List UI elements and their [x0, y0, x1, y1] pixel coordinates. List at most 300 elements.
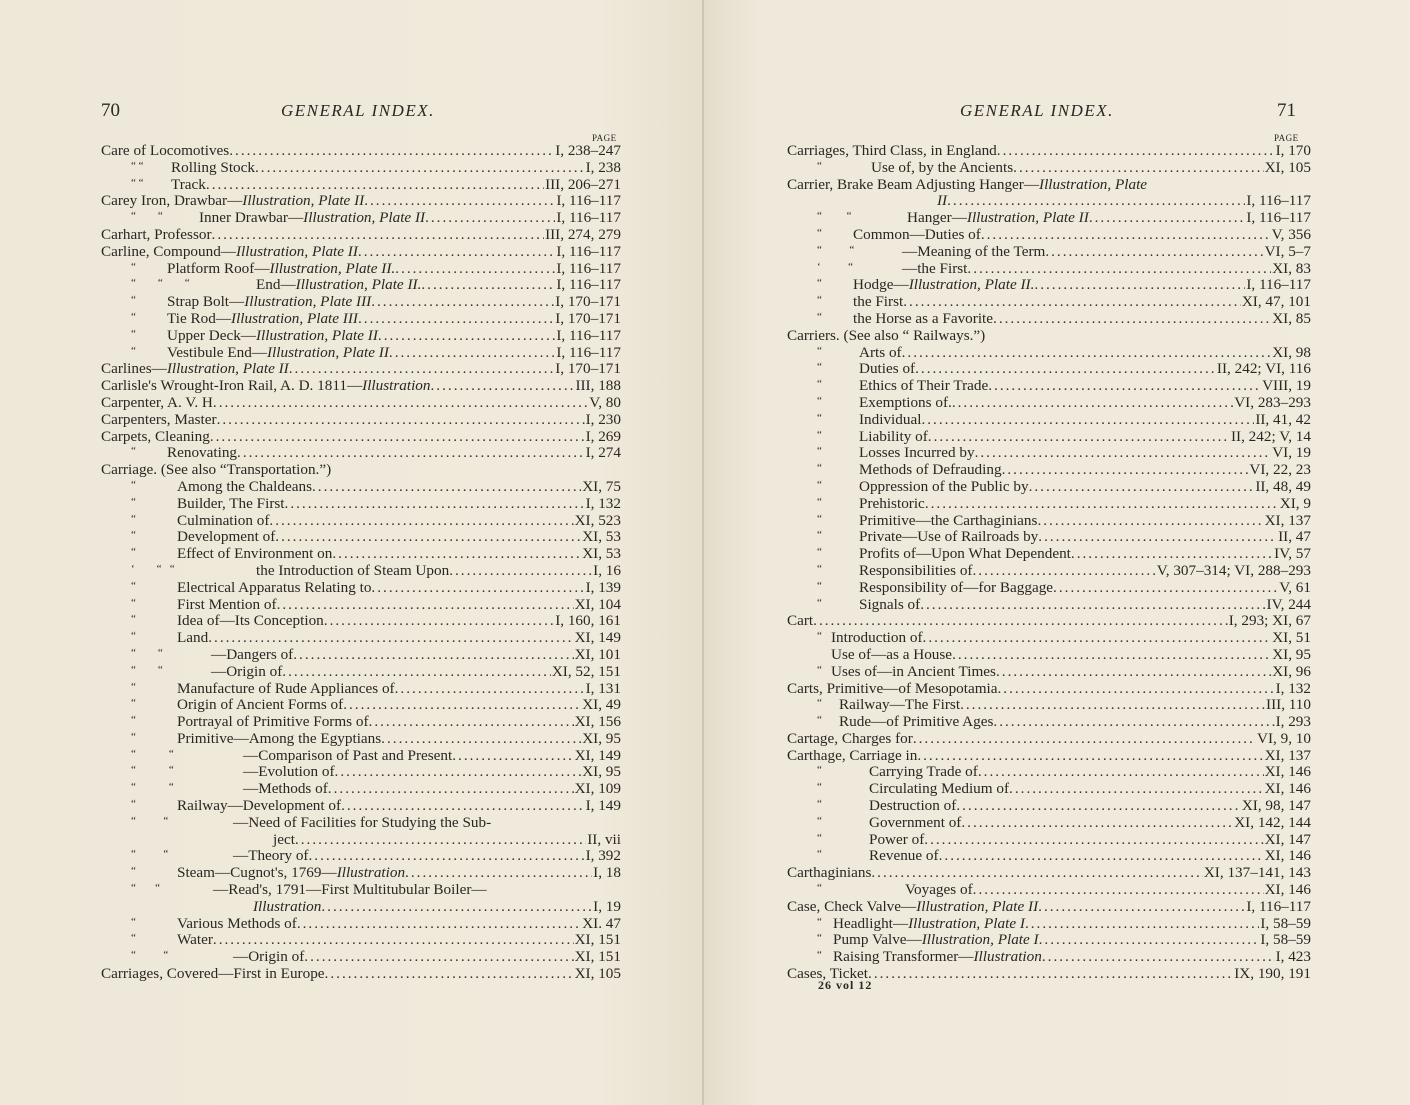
index-entry: [101, 462, 621, 479]
dot-leader: [993, 311, 1271, 328]
dot-leader: [304, 949, 573, 966]
dot-leader: [981, 227, 1271, 244]
ditto-mark: “: [131, 327, 136, 340]
ditto-mark: “ “: [131, 646, 163, 659]
entry-heading: [101, 664, 282, 681]
index-entry: [101, 882, 621, 899]
ditto-mark: “: [817, 277, 822, 290]
entry-illustration-note: Illustration, Plate I: [908, 914, 1025, 932]
dot-leader: [928, 429, 1230, 446]
index-entry: [101, 748, 621, 765]
index-entry: [787, 882, 1311, 899]
entry-heading: [101, 697, 343, 714]
index-entry: [787, 832, 1311, 849]
index-entry: [101, 580, 621, 597]
dot-leader: [293, 647, 573, 664]
page-reference: XI, 146: [1264, 847, 1311, 865]
page-reference: I, 274: [585, 444, 621, 462]
page-column-label: PAGE: [1274, 133, 1299, 143]
index-entry: [787, 479, 1311, 496]
entry-text: Power of: [869, 830, 925, 848]
page-reference: XI, 149: [574, 629, 621, 647]
index-entry: [787, 932, 1311, 949]
dot-leader: [358, 311, 554, 328]
page-reference: [620, 462, 621, 479]
dot-leader: [371, 294, 554, 311]
dot-leader: [309, 848, 585, 865]
dot-leader: [237, 445, 585, 462]
ditto-mark: “: [131, 294, 136, 307]
page-reference: XI, 95: [582, 729, 621, 747]
entry-heading: [787, 865, 871, 882]
ditto-mark: “ “: [131, 848, 169, 861]
entry-illustration-note: Illustration, Plate II.: [269, 259, 396, 277]
dot-leader: [961, 815, 1233, 832]
dot-leader: [997, 143, 1275, 160]
index-entry: [787, 210, 1311, 227]
entry-illustration-note: Illustration, Plate II: [916, 897, 1039, 915]
dot-leader: [381, 731, 581, 748]
index-entry: [787, 815, 1311, 832]
dot-leader: [210, 429, 585, 446]
dot-leader: [364, 193, 555, 210]
page-reference: II, 41, 42: [1255, 410, 1311, 428]
entry-text: —Theory of: [233, 847, 309, 865]
dot-leader: [1038, 529, 1277, 546]
entry-text: Arts of: [859, 343, 902, 361]
page-reference: XI, 53: [582, 545, 621, 563]
entry-text: Tie Rod—: [167, 309, 232, 327]
right-page: [703, 0, 1410, 1105]
entry-text: Carrier, Brake Beam Adjusting Hanger—: [787, 175, 1040, 193]
dot-leader: [405, 865, 592, 882]
ditto-mark: “ “: [131, 764, 174, 777]
ditto-mark: “: [817, 378, 822, 391]
entry-text: Case, Check Valve—: [787, 897, 917, 915]
page-reference: I, 269: [585, 427, 621, 445]
dot-leader: [389, 345, 555, 362]
page-reference: I, 116–117: [1246, 276, 1311, 294]
dot-leader: [1089, 210, 1246, 227]
page-reference: XI, 146: [1264, 763, 1311, 781]
ditto-mark: “: [131, 865, 136, 878]
ditto-mark: “ “: [131, 882, 161, 895]
page-reference: I, 293: [1275, 713, 1311, 731]
page-column-label: PAGE: [592, 133, 617, 143]
ditto-mark: “: [131, 680, 136, 693]
dot-leader: [1045, 244, 1263, 261]
page-reference: V, 307–314; VI, 288–293: [1156, 561, 1311, 579]
ditto-mark: “: [131, 714, 136, 727]
index-entry: [787, 697, 1311, 714]
entry-illustration-note: Illustration, Plate III: [244, 293, 372, 311]
entry-text: Care of Locomotives: [101, 142, 230, 159]
index-entry: [787, 563, 1311, 580]
page-reference: II, vii: [587, 830, 621, 848]
page-reference: I, 116–117: [556, 276, 621, 294]
dot-leader: [358, 244, 555, 261]
index-entry: [101, 445, 621, 462]
entry-illustration-note: Illustration: [336, 864, 406, 882]
index-entry: [101, 865, 621, 882]
entry-text: Primitive—Among the Egyptians: [177, 729, 382, 747]
page-reference: [1310, 177, 1311, 194]
ditto-mark: “: [817, 495, 822, 508]
page-reference: I, 230: [585, 410, 621, 428]
ditto-mark: “: [817, 831, 822, 844]
entry-text: Carey Iron, Drawbar—: [101, 192, 243, 210]
page-reference: III, 274, 279: [545, 225, 621, 243]
dot-leader: [295, 832, 586, 849]
page-reference: II, 48, 49: [1255, 477, 1311, 495]
ditto-mark: “ “: [131, 210, 163, 223]
index-entry: [787, 916, 1311, 933]
page-reference: I, 423: [1275, 948, 1311, 966]
entry-heading: [787, 193, 947, 210]
dot-leader: [421, 277, 555, 294]
entry-illustration-note: Illustration, Plate II.: [295, 276, 422, 294]
index-entry: [787, 143, 1311, 160]
index-entry: [787, 244, 1311, 261]
dot-leader: [285, 496, 585, 513]
index-entry: [787, 630, 1311, 647]
entry-heading: [787, 496, 925, 513]
dot-leader: [960, 697, 1265, 714]
page-reference: I, 116–117: [556, 343, 621, 361]
page-reference: XI, 149: [574, 746, 621, 764]
page-reference: I, 116–117: [556, 242, 621, 260]
page-reference: I, 160, 161: [555, 612, 621, 630]
index-entry: [787, 328, 1311, 345]
page-reference: [620, 815, 621, 832]
entry-text: Electrical Apparatus Relating to: [177, 578, 372, 596]
entry-text: Carlisle's Wrought-Iron Rail, A. D. 1811—: [101, 377, 363, 395]
ditto-mark: “: [131, 344, 136, 357]
page-reference: I, 149: [585, 797, 621, 815]
entry-illustration-note: Illustration, Plate II: [966, 209, 1089, 227]
page-reference: XI, 146: [1264, 881, 1311, 899]
entry-illustration-note: Illustration: [973, 948, 1042, 966]
page-reference: XI, 47, 101: [1241, 293, 1311, 311]
page-reference: I, 293; XI, 67: [1228, 612, 1311, 630]
entry-heading: [101, 714, 369, 731]
dot-leader: [1038, 899, 1245, 916]
index-entry: [101, 227, 621, 244]
index-entry: [787, 664, 1311, 681]
page-reference: XI, 52, 151: [551, 662, 621, 680]
dot-leader: [275, 529, 581, 546]
dot-leader: [921, 412, 1254, 429]
index-entry: [787, 714, 1311, 731]
entry-text: Vestibule End—: [167, 343, 267, 361]
index-entry: [101, 479, 621, 496]
page-reference: XI, 95: [1272, 645, 1311, 663]
entry-text: Exemptions of.: [859, 393, 952, 411]
entry-heading: [787, 277, 1034, 294]
entry-heading: [787, 630, 923, 647]
ditto-mark: “: [131, 798, 136, 811]
ditto-mark: “ “: [131, 663, 163, 676]
entry-heading: [101, 227, 212, 244]
page-reference: VIII, 19: [1262, 377, 1311, 395]
entry-text: Use of, by the Ancients: [871, 158, 1014, 176]
page-reference: XI, 49: [582, 696, 621, 714]
page-reference: VI, 19: [1272, 444, 1311, 462]
dot-leader: [449, 563, 592, 580]
entry-text: Railway—Development of: [177, 797, 342, 815]
ditto-mark: “: [817, 949, 822, 962]
dot-leader: [213, 395, 588, 412]
index-entry: [101, 277, 621, 294]
dot-leader: [973, 882, 1264, 899]
entry-heading: [101, 361, 289, 378]
page-reference: XI, 51: [1272, 629, 1311, 647]
index-entry: [787, 647, 1311, 664]
ditto-mark: “: [131, 310, 136, 323]
entry-heading: [787, 949, 1042, 966]
index-entry: [101, 529, 621, 546]
dot-leader: [369, 714, 574, 731]
entry-text: Rolling Stock: [171, 158, 255, 176]
entry-illustration-note: Illustration, Plate II: [303, 209, 426, 227]
index-entry: [787, 798, 1311, 815]
index-entry: [101, 714, 621, 731]
dot-leader: [923, 630, 1272, 647]
ditto-mark: “: [817, 159, 822, 172]
dot-leader: [1009, 781, 1264, 798]
page-reference: I, 170–171: [555, 360, 621, 378]
dot-leader: [1002, 462, 1249, 479]
page-reference: II, 242; V, 14: [1230, 427, 1311, 445]
index-entry: [787, 546, 1311, 563]
dot-leader: [1013, 160, 1263, 177]
ditto-mark: “: [817, 344, 822, 357]
entry-heading: [101, 244, 358, 261]
page-reference: V, 80: [589, 393, 621, 411]
dot-leader: [1147, 177, 1310, 194]
page-reference: I, 116–117: [556, 259, 621, 277]
ditto-mark: “: [817, 226, 822, 239]
index-entry: [787, 613, 1311, 630]
entry-text: —Evolution of: [243, 763, 335, 781]
ditto-mark: “: [817, 512, 822, 525]
running-head: GENERAL INDEX.: [960, 101, 1114, 120]
entry-text: Upper Deck—: [167, 326, 256, 344]
entry-illustration-note: Illustration, Plate: [1039, 175, 1148, 193]
index-entry: [101, 378, 621, 395]
entry-illustration-note: Illustration, Plate II: [266, 343, 389, 361]
dot-leader: [487, 882, 620, 899]
page-reference: XI, 109: [574, 780, 621, 798]
index-entry: [101, 798, 621, 815]
ditto-mark: “: [131, 915, 136, 928]
entry-heading: [101, 345, 389, 362]
ditto-mark: “: [817, 663, 822, 676]
dot-leader: [491, 815, 620, 832]
dot-leader: [331, 462, 620, 479]
dot-leader: [229, 143, 554, 160]
entry-heading: [787, 513, 1037, 530]
entry-text: Development of: [177, 528, 276, 546]
dot-leader: [920, 597, 1265, 614]
dot-leader: [395, 261, 555, 278]
entry-heading: [101, 513, 269, 530]
dot-leader: [206, 177, 544, 194]
index-entry: [101, 966, 621, 983]
index-entry: [101, 781, 621, 798]
entry-text: Platform Roof—: [167, 259, 270, 277]
entry-illustration-note: Illustration, Plate II.: [908, 276, 1035, 294]
index-entry: [101, 345, 621, 362]
dot-leader: [335, 764, 582, 781]
ditto-mark: “: [817, 546, 822, 559]
entry-text: the Horse as a Favorite: [853, 309, 994, 327]
index-entry: [787, 277, 1311, 294]
index-entry: [101, 681, 621, 698]
index-entry: [787, 261, 1311, 278]
index-entry: [787, 345, 1311, 362]
entry-text: —Dangers of: [211, 645, 294, 663]
dot-leader: [813, 613, 1228, 630]
dot-leader: [343, 697, 581, 714]
index-entry: [787, 764, 1311, 781]
entry-heading: [101, 160, 255, 177]
entry-heading: [787, 848, 939, 865]
ditto-mark: “ “: [131, 814, 169, 827]
entry-illustration-note: Illustration, Plate II: [242, 192, 365, 210]
entry-text: Manufacture of Rude Appliances of: [177, 679, 395, 697]
entry-heading: [101, 412, 217, 429]
page-reference: XI, 9: [1279, 494, 1311, 512]
index-entry: [787, 597, 1311, 614]
page-reference: XI, 85: [1272, 309, 1311, 327]
page-reference: XI, 137: [1264, 511, 1311, 529]
ditto-mark: “: [817, 764, 822, 777]
entry-text: Government of: [869, 813, 962, 831]
dot-leader: [378, 328, 555, 345]
ditto-mark: “: [817, 294, 822, 307]
page-reference: XI, 147: [1264, 830, 1311, 848]
page-reference: [620, 882, 621, 899]
entry-heading: [787, 647, 952, 664]
index-entry: [101, 294, 621, 311]
dot-leader: [924, 832, 1263, 849]
entry-text: the Introduction of Steam Upon: [256, 561, 450, 579]
dot-leader: [289, 361, 554, 378]
entry-text: Primitive—the Carthaginians: [859, 511, 1038, 529]
dot-leader: [217, 412, 585, 429]
dot-leader: [868, 966, 1233, 983]
page-reference: I, 58–59: [1260, 914, 1311, 932]
dot-leader: [925, 496, 1279, 513]
entry-text: Carlines—: [101, 360, 167, 378]
entry-heading: [101, 496, 285, 513]
entry-text: —Origin of: [211, 662, 283, 680]
page-reference: VI, 22, 23: [1249, 461, 1311, 479]
dot-leader: [998, 681, 1275, 698]
entry-text: —Need of Facilities for Studying the Sub-: [233, 813, 492, 831]
page-reference: III, 206–271: [545, 175, 621, 193]
entry-text: Idea of—Its Conception: [177, 612, 324, 630]
page-reference: VI, 9, 10: [1257, 729, 1311, 747]
index-entry: [101, 412, 621, 429]
dot-leader: [913, 731, 1256, 748]
dot-leader: [277, 597, 574, 614]
entry-text: Carriage. (See also “Transportation.”): [101, 461, 332, 479]
page-reference: I, 392: [585, 847, 621, 865]
entry-heading: [787, 899, 1038, 916]
entry-illustration-note: Illustration: [362, 377, 431, 395]
entry-heading: [787, 597, 920, 614]
page-reference: I, 170: [1275, 142, 1311, 159]
page-reference: I, 58–59: [1260, 931, 1311, 949]
dot-leader: [902, 345, 1272, 362]
ditto-mark: “: [817, 714, 822, 727]
dot-leader: [978, 764, 1264, 781]
entry-heading: [101, 177, 206, 194]
page-reference: [1310, 328, 1311, 345]
dot-leader: [939, 848, 1264, 865]
index-entry: [101, 664, 621, 681]
entry-text: Track: [171, 175, 206, 193]
page-reference: XI, 105: [574, 965, 621, 983]
entry-text: Pump Valve—: [833, 931, 922, 949]
entry-illustration-note: Illustration, Plate I: [921, 931, 1039, 949]
entry-text: Carpenter, A. V. H: [101, 393, 213, 411]
entry-heading: [101, 966, 325, 983]
entry-text: Oppression of the Public by: [859, 477, 1029, 495]
page-reference: XI, 98, 147: [1241, 797, 1311, 815]
entry-heading: [787, 731, 913, 748]
index-entry: [787, 681, 1311, 698]
dot-leader: [917, 748, 1263, 765]
entry-heading: [787, 932, 1039, 949]
index-entry: [787, 865, 1311, 882]
entry-text: Hanger—: [907, 209, 967, 227]
page-reference: I, 116–117: [1246, 209, 1311, 227]
page-reference: XI, 96: [1272, 662, 1311, 680]
entry-illustration-note: II: [937, 192, 948, 210]
page-reference: I, 116–117: [1246, 897, 1311, 915]
page-reference: I, 170–171: [555, 293, 621, 311]
page-reference: III, 188: [575, 377, 621, 395]
ditto-mark: “: [817, 445, 822, 458]
entry-text: Carriages, Covered—First in Europe: [101, 965, 325, 983]
entry-heading: [787, 832, 924, 849]
entry-heading: [787, 613, 813, 630]
entry-text: Carthaginians: [787, 864, 872, 882]
entry-text: Revenue of: [869, 847, 939, 865]
index-entry: [787, 899, 1311, 916]
index-entries: [101, 143, 621, 983]
page-reference: IV, 244: [1266, 595, 1311, 613]
entry-text: Common—Duties of: [853, 225, 981, 243]
ditto-mark: “: [131, 613, 136, 626]
dot-leader: [213, 932, 574, 949]
entry-heading: [101, 395, 213, 412]
index-entry: [787, 193, 1311, 210]
index-entry: [101, 429, 621, 446]
ditto-mark: “: [817, 814, 822, 827]
index-entry: [101, 597, 621, 614]
entry-text: Carriages, Third Class, in England: [787, 142, 997, 159]
entry-text: Cart: [787, 612, 814, 630]
entry-text: the First: [853, 293, 904, 311]
index-entry: [101, 177, 621, 194]
page-reference: II, 242; VI, 116: [1216, 360, 1311, 378]
entry-heading: [787, 882, 973, 899]
entry-text: —Meaning of the Term: [902, 242, 1046, 260]
